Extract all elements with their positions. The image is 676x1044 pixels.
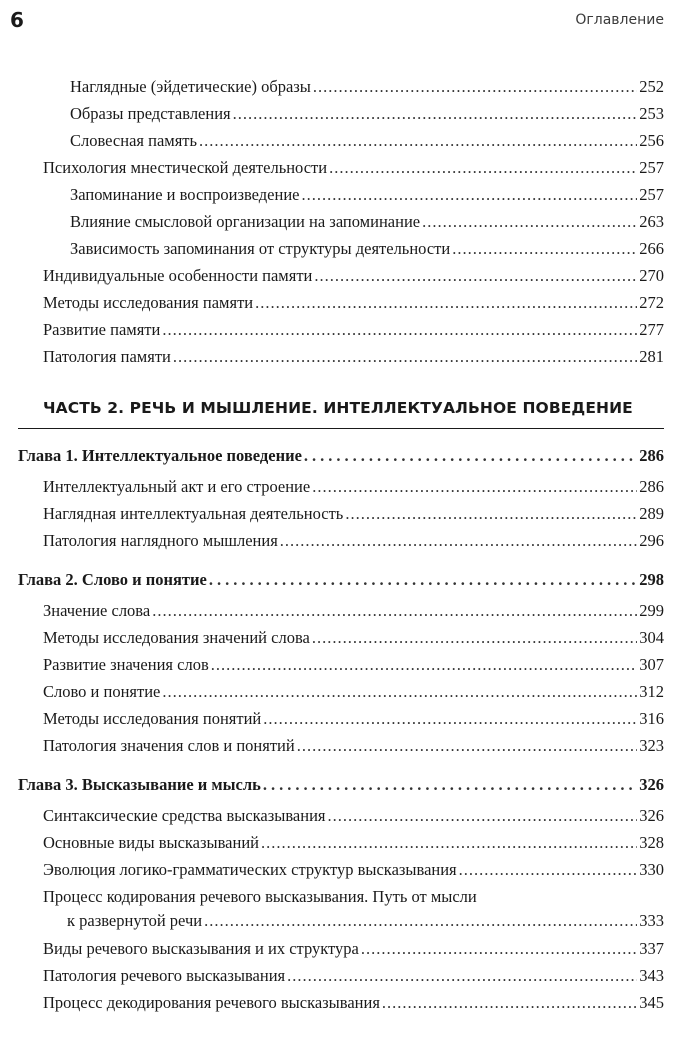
toc-entry-page: 328: [639, 833, 664, 852]
dot-leader: [422, 208, 637, 235]
toc-entry-title: Зависимость запоминания от структуры деятельности: [70, 239, 451, 258]
toc-entry[interactable]: [18, 316, 664, 343]
toc-entry-page: 257: [639, 185, 664, 204]
dot-leader: [361, 935, 637, 962]
toc-entry[interactable]: [18, 962, 664, 989]
toc-entry-title: Методы исследования понятий: [43, 709, 262, 728]
dot-leader: [287, 962, 637, 989]
toc-entry-page: 272: [639, 293, 664, 312]
toc-entry-page: 323: [639, 736, 664, 755]
toc-entry-title: Методы исследования памяти: [43, 293, 254, 312]
running-head: [10, 8, 664, 38]
toc-entry-title: Патология наглядного мышления: [43, 531, 278, 550]
toc-entry[interactable]: [18, 500, 664, 527]
part-heading: ЧАСТЬ 2. РЕЧЬ И МЫШЛЕНИЕ. ИНТЕЛЛЕКТУАЛЬНОЕ ПОВЕДЕНИЕ: [43, 399, 633, 417]
chapter-page: 286: [639, 446, 664, 465]
toc-entry-title: Интеллектуальный акт и его строение: [43, 477, 311, 496]
dot-leader: [327, 802, 637, 829]
dot-leader: [261, 829, 637, 856]
toc-entry-title: Запоминание и воспроизведение: [70, 185, 300, 204]
toc-entry[interactable]: [18, 473, 664, 500]
chapter-title: Глава 2. Слово и понятие: [18, 570, 207, 589]
toc-entry-title: Словесная память: [70, 131, 198, 150]
dot-leader: [162, 316, 637, 343]
toc-entry[interactable]: [18, 262, 664, 289]
toc-entry[interactable]: [18, 235, 664, 262]
chapter-heading[interactable]: [18, 771, 664, 798]
dot-leader: [211, 651, 638, 678]
toc-entry-page: 257: [639, 158, 664, 177]
toc-entry-title: Синтаксические средства высказывания: [43, 806, 326, 825]
toc-entry-page: 289: [639, 504, 664, 523]
dot-leader: [233, 100, 638, 127]
dot-leader: [312, 473, 637, 500]
table-of-contents: [18, 73, 664, 1016]
toc-entry-page: 343: [639, 966, 664, 985]
toc-entry-title: Процесс декодирования речевого высказывания: [43, 993, 380, 1012]
chapter-heading[interactable]: [18, 566, 664, 593]
toc-entry[interactable]: [18, 154, 664, 181]
toc-entry[interactable]: [18, 127, 664, 154]
toc-entry[interactable]: [18, 802, 664, 829]
toc-entry-page: 252: [639, 77, 664, 96]
dot-leader: [204, 909, 637, 933]
toc-entry-page: 345: [639, 993, 664, 1012]
page-number: 6: [10, 8, 24, 32]
toc-entry-page: 263: [639, 212, 664, 231]
dot-leader: [313, 73, 637, 100]
toc-entry-page: 277: [639, 320, 664, 339]
toc-entry[interactable]: [18, 829, 664, 856]
toc-entry-continuation: [43, 909, 664, 933]
toc-entry-page: 256: [639, 131, 664, 150]
toc-entry[interactable]: [18, 883, 664, 935]
dot-leader: [382, 989, 637, 1016]
toc-entry-title: Патология памяти: [43, 347, 171, 366]
toc-entry-page: 253: [639, 104, 664, 123]
toc-entry-page: 307: [639, 655, 664, 674]
toc-entry-title: Патология значения слов и понятий: [43, 736, 295, 755]
toc-entry-title: Психология мнестической деятельности: [43, 158, 328, 177]
chapter-page: 298: [639, 570, 664, 589]
toc-entry-page: 326: [639, 806, 664, 825]
dot-leader: [304, 442, 637, 469]
toc-entry-title: Образы представления: [70, 104, 231, 123]
toc-entry-title: Наглядные (эйдетические) образы: [70, 77, 311, 96]
toc-entry-title: Наглядная интеллектуальная деятельность: [43, 504, 344, 523]
chapter-title: Глава 3. Высказывание и мысль: [18, 775, 261, 794]
toc-entry-title: Индивидуальные особенности памяти: [43, 266, 313, 285]
toc-entry-page: 286: [639, 477, 664, 496]
toc-entry[interactable]: [18, 208, 664, 235]
divider-rule: [18, 428, 664, 429]
dot-leader: [152, 597, 637, 624]
running-head-title: Оглавление: [575, 12, 664, 28]
toc-entry-title: Виды речевого высказывания и их структура: [43, 939, 359, 958]
toc-entry-title: Слово и понятие: [43, 682, 161, 701]
toc-entry-title: Значение слова: [43, 601, 151, 620]
dot-leader: [459, 856, 638, 883]
toc-entry[interactable]: [18, 289, 664, 316]
dot-leader: [263, 771, 637, 798]
dot-leader: [314, 262, 637, 289]
toc-entry-page: 337: [639, 939, 664, 958]
chapter-title: Глава 1. Интеллектуальное поведение: [18, 446, 302, 465]
toc-entry[interactable]: [18, 181, 664, 208]
toc-entry[interactable]: [18, 527, 664, 554]
toc-entry-page: 316: [639, 709, 664, 728]
toc-entry[interactable]: [18, 651, 664, 678]
dot-leader: [255, 289, 637, 316]
chapter-heading[interactable]: [18, 442, 664, 469]
toc-entry-title: Развитие памяти: [43, 320, 161, 339]
dot-leader: [199, 127, 637, 154]
toc-entry-page: 281: [639, 347, 664, 366]
dot-leader: [452, 235, 637, 262]
toc-entry[interactable]: [18, 343, 664, 370]
toc-entry[interactable]: [18, 732, 664, 759]
toc-entry-title-cont: к развернутой речи: [67, 911, 203, 930]
toc-entry[interactable]: [18, 624, 664, 651]
toc-entry-title: Патология речевого высказывания: [43, 966, 286, 985]
dot-leader: [329, 154, 637, 181]
dot-leader: [301, 181, 637, 208]
toc-entry-title: Эволюция логико-грамматических структур высказывания: [43, 860, 457, 879]
toc-entry-page: 266: [639, 239, 664, 258]
toc-entry[interactable]: [18, 989, 664, 1016]
toc-entry[interactable]: [18, 856, 664, 883]
toc-entry[interactable]: [18, 705, 664, 732]
toc-entry-title: Методы исследования значений слова: [43, 628, 310, 647]
toc-entry-page: 330: [639, 860, 664, 879]
dot-leader: [263, 705, 637, 732]
toc-entry-title: Развитие значения слов: [43, 655, 209, 674]
toc-entry-title: Основные виды высказываний: [43, 833, 259, 852]
dot-leader: [297, 732, 638, 759]
dot-leader: [312, 624, 637, 651]
dot-leader: [209, 566, 637, 593]
toc-entry-page: 312: [639, 682, 664, 701]
toc-entry-page: 333: [639, 911, 664, 930]
toc-entry-title: Влияние смысловой организации на запоминание: [70, 212, 421, 231]
toc-entry[interactable]: [18, 100, 664, 127]
chapter-page: 326: [639, 775, 664, 794]
toc-entry-title: Процесс кодирования речевого высказывания. Путь от мысли: [43, 887, 477, 906]
toc-entry[interactable]: [18, 73, 664, 100]
toc-entry[interactable]: [18, 678, 664, 705]
toc-entry-page: 270: [639, 266, 664, 285]
toc-entry-page: 304: [639, 628, 664, 647]
toc-entry[interactable]: [18, 935, 664, 962]
toc-entry[interactable]: [18, 597, 664, 624]
dot-leader: [280, 527, 637, 554]
dot-leader: [162, 678, 637, 705]
dot-leader: [173, 343, 637, 370]
toc-entry-page: 299: [639, 601, 664, 620]
toc-entry-page: 296: [639, 531, 664, 550]
dot-leader: [345, 500, 637, 527]
